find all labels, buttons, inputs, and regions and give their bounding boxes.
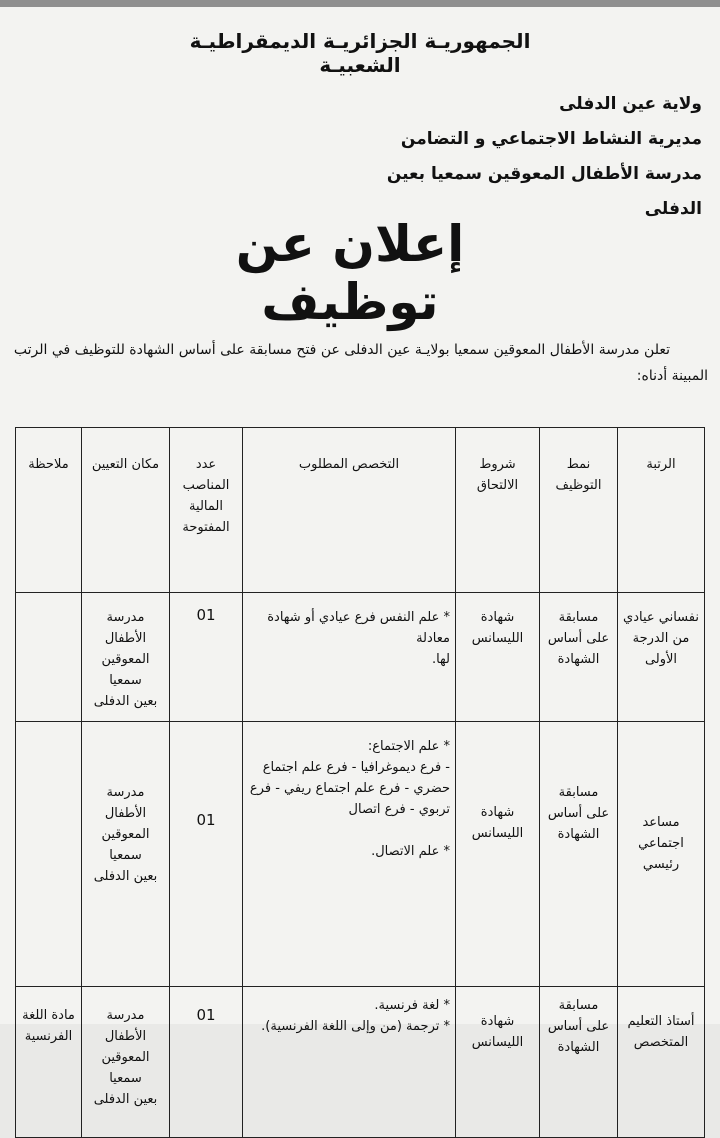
table-row	[16, 593, 705, 722]
header-positions: عدد المناصب المالية المفتوحة	[170, 428, 243, 593]
cell-positions: 01	[170, 987, 243, 1138]
wilaya-line: ولاية عين الدفلى	[559, 94, 702, 114]
issuer-block	[342, 87, 702, 227]
cell-specialty: * علم النفس فرع عيادي أو شهادة معادلة لها.	[243, 593, 456, 722]
announcement-title: إعلان عن توظيف	[235, 215, 465, 331]
republic-name: الجمهوريـة الجزائريـة الديمقراطيـة الشعبيـة	[189, 29, 531, 77]
directorate-line: مديرية النشاط الاجتماعي و التضامن	[400, 129, 702, 149]
positions-table	[15, 427, 705, 1138]
cell-mode: مسابقة على أساس الشهادة	[540, 722, 618, 987]
table-header-row	[16, 428, 705, 593]
cell-positions: 01	[170, 593, 243, 722]
cell-note	[16, 722, 82, 987]
announcement-document	[0, 7, 720, 1107]
table-row	[16, 987, 705, 1138]
header-mode: نمط التوظيف	[540, 428, 618, 593]
cell-rank: أستاذ التعليم المتخصص	[618, 987, 705, 1138]
header-conditions: شروط الالتحاق	[456, 428, 540, 593]
intro-paragraph: تعلن مدرسة الأطفال المعوقين سمعيا بولايـة عين الدفلى عن فتح مسابقة على أساس الشهادة للتوظيف في الرتب المبينة أدناه:	[13, 342, 708, 384]
header-note: ملاحظة	[16, 428, 82, 593]
cell-rank: مساعد اجتماعي رئيسي	[618, 722, 705, 987]
cell-rank: نفساني عيادي من الدرجة الأولى	[618, 593, 705, 722]
cell-note: مادة اللغة الفرنسية	[16, 987, 82, 1138]
header-specialty: التخصص المطلوب	[243, 428, 456, 593]
cell-place: مدرسة الأطفال المعوقين سمعيا بعين الدفلى	[82, 722, 170, 987]
top-bar	[0, 0, 720, 7]
cell-note	[16, 593, 82, 722]
school-line: مدرسة الأطفال المعوقين سمعيا بعين الدفلى	[386, 164, 702, 219]
cell-place: مدرسة الأطفال المعوقين سمعيا بعين الدفلى	[82, 593, 170, 722]
cell-conditions: شهادة الليسانس	[456, 722, 540, 987]
header-place: مكان التعيين	[82, 428, 170, 593]
cell-mode: مسابقة على أساس الشهادة	[540, 593, 618, 722]
header-rank: الرتبة	[618, 428, 705, 593]
cell-conditions: شهادة الليسانس	[456, 987, 540, 1138]
cell-specialty: * لغة فرنسية. * ترجمة (من وإلى اللغة الفرنسية).	[243, 987, 456, 1138]
cell-positions: 01	[170, 722, 243, 987]
cell-place: مدرسة الأطفال المعوقين سمعيا بعين الدفلى	[82, 987, 170, 1138]
cell-conditions: شهادة الليسانس	[456, 593, 540, 722]
cell-specialty: * علم الاجتماع: - فرع ديموغرافيا - فرع علم اجتماع حضري - فرع علم اجتماع ريفي - فرع تربوي - فرع اتصال * علم الاتصال.	[243, 722, 456, 987]
table-row	[16, 722, 705, 987]
cell-mode: مسابقة على أساس الشهادة	[540, 987, 618, 1138]
